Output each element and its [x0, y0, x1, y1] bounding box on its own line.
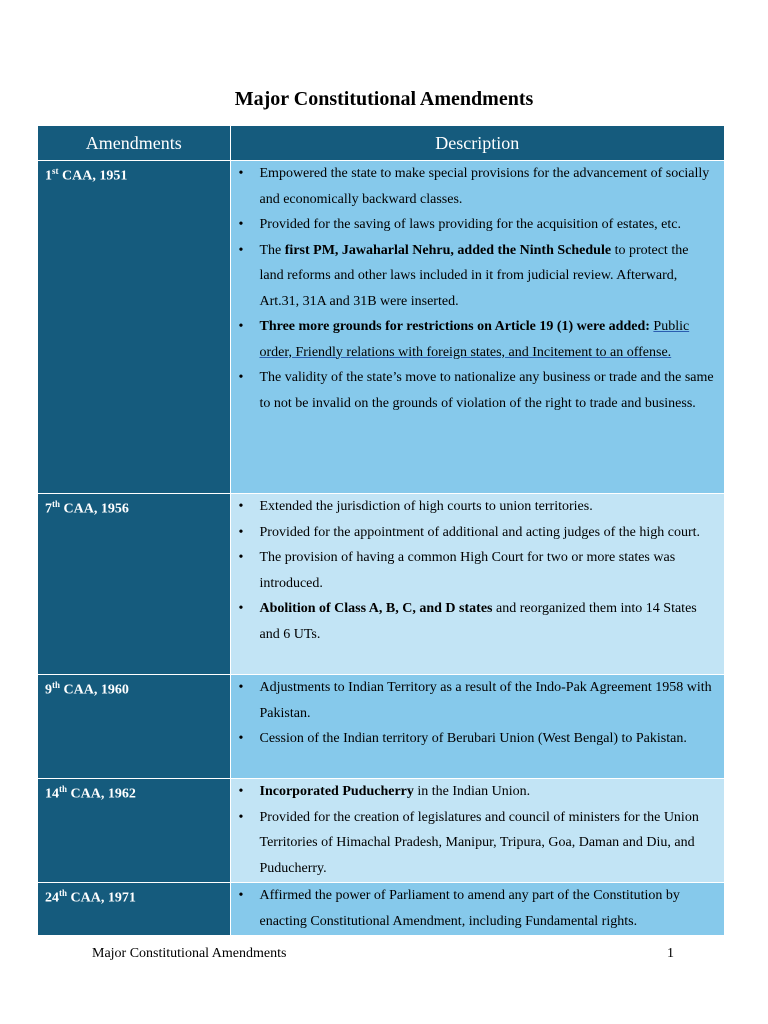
list-item: • The provision of having a common High Court for two or more states was introduced. [231, 545, 725, 596]
list-item: • Cession of the Indian territory of Berubari Union (West Bengal) to Pakistan. [231, 726, 725, 752]
bullet-list [231, 161, 725, 416]
list-item: • Three more grounds for restrictions on Article 19 (1) were added: Public order, Friendly relations with foreign states, and Incitement to an offense. [231, 314, 725, 365]
amendments-table [38, 126, 724, 935]
table-row [38, 494, 724, 675]
page-title: Major Constitutional Amendments [234, 88, 534, 110]
amendment-name: 9th CAA, 1960 [38, 675, 230, 779]
description-cell [230, 161, 724, 494]
list-item: • Abolition of Class A, B, C, and D states and reorganized them into 14 States and 6 UTs. [231, 596, 725, 647]
list-item: • Extended the jurisdiction of high courts to union territories. [231, 494, 725, 520]
bullet-list [231, 675, 725, 752]
table-row [38, 161, 724, 494]
page-number: 1 [667, 946, 674, 961]
bullet-list [231, 883, 725, 934]
bullet-list [231, 779, 725, 881]
list-item: • Provided for the appointment of additional and acting judges of the high court. [231, 520, 725, 546]
list-item: • Provided for the saving of laws providing for the acquisition of estates, etc. [231, 212, 725, 238]
amendment-name: 24th CAA, 1971 [38, 883, 230, 935]
description-cell [230, 779, 724, 883]
table-row [38, 883, 724, 935]
list-item: • The first PM, Jawaharlal Nehru, added the Ninth Schedule to protect the land reforms and other laws included in it from judicial review. Afterward, Art.31, 31A and 31B were inserted. [231, 238, 725, 315]
list-item: • Adjustments to Indian Territory as a result of the Indo-Pak Agreement 1958 with Pakistan. [231, 675, 725, 726]
bullet-list [231, 494, 725, 647]
column-header-amendments: Amendments [38, 126, 230, 161]
column-header-description: Description [230, 126, 724, 161]
table-row [38, 675, 724, 779]
description-cell [230, 883, 724, 935]
amendment-name: 7th CAA, 1956 [38, 494, 230, 675]
table-row [38, 779, 724, 883]
list-item: • The validity of the state’s move to nationalize any business or trade and the same to not be invalid on the grounds of violation of the right to trade and business. [231, 365, 725, 416]
amendment-name: 1st CAA, 1951 [38, 161, 230, 494]
description-cell [230, 675, 724, 779]
list-item: • Provided for the creation of legislatures and council of ministers for the Union Territories of Himachal Pradesh, Manipur, Tripura, Goa, Daman and Diu, and Puducherry. [231, 805, 725, 882]
list-item: • Incorporated Puducherry in the Indian Union. [231, 779, 725, 805]
list-item: • Empowered the state to make special provisions for the advancement of socially and economically backward classes. [231, 161, 725, 212]
list-item: • Affirmed the power of Parliament to amend any part of the Constitution by enacting Constitutional Amendment, including Fundamental rights. [231, 883, 725, 934]
amendment-name: 14th CAA, 1962 [38, 779, 230, 883]
footer-title: Major Constitutional Amendments [92, 946, 287, 961]
table-header-row [38, 126, 724, 161]
description-cell [230, 494, 724, 675]
